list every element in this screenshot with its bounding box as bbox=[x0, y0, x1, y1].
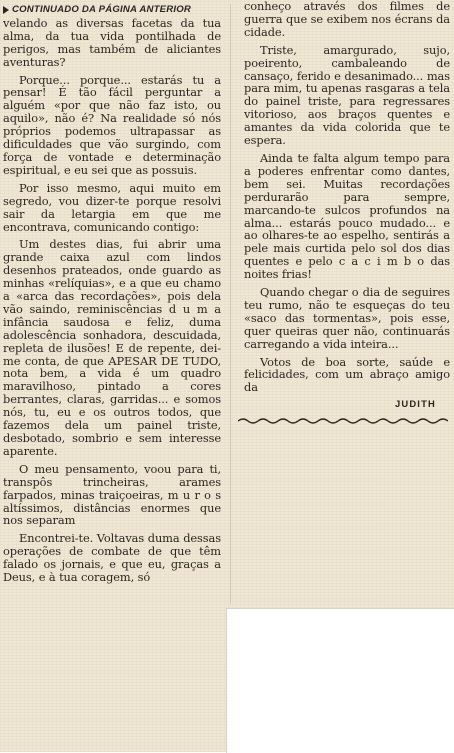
ornamental-rule bbox=[238, 417, 448, 425]
continuation-heading bbox=[3, 4, 221, 17]
paragraph: Triste, amargurado, sujo, poeirento, cambaleando de cansaço, ferido e desanimado... mas para mim, tu apenas rasgaras a tela do painel triste, para regressares vitorioso, aos braços quentes e amantes da vida colorida que te espera. bbox=[244, 42, 450, 148]
paragraph: Encontrei-te. Voltavas duma dessas operações de combate de que têm falado os jornais, e que eu, graças a Deus, e à tua coragem, só bbox=[3, 531, 221, 585]
paragraph: Um destes dias, fui abrir uma grande caixa azul com lindos desenhos prateados, onde guardo as minhas «relíquias», e a que eu chamo a «arca das recordações», pois dela vão saindo, reminiscências d u m a infância saudosa e feliz, duma adolescência sonhadora, descuidada, repleta de ilusões! E de repente, dei-me conta, de que APESAR DE TUDO, nota bem, a vida é um quadro maravilhoso, pintado a cores berrantes, claras, garridas... e somos nós, tu, eu e os outros todos, que fazemos dela um painel triste, desbotado, sombrio e sem interesse aparente. bbox=[3, 237, 221, 458]
triangle-icon bbox=[3, 6, 9, 14]
paragraph: velando as diversas facetas da tua alma, da tua vida pontilhada de perigos, mas também de aliciantes aventuras? bbox=[3, 15, 221, 69]
column-divider bbox=[230, 4, 231, 604]
blank-corner bbox=[226, 608, 454, 753]
paragraph: Quando chegar o dia de seguires teu rumo, não te esqueças do teu «saco das tormentas», pois esse, quer queiras quer não, continuarás carregando a vida inteira... bbox=[244, 285, 450, 351]
left-column bbox=[3, 4, 221, 584]
paragraph: Por isso mesmo, aqui muito em segredo, vou dizer-te porque resolvi sair da letargia em que me encontrava, comunicando contigo: bbox=[3, 180, 221, 234]
paragraph: O meu pensamento, voou para ti, transpôs trincheiras, arames farpados, minas traiçoeiras, m u r o s altíssimos, distâncias enormes que nos separam bbox=[3, 461, 221, 528]
paragraph: Ainda te falta algum tempo para a poderes enfrentar como dantes, bem sei. Muitas recordações perdurarão para sempre, marcando-te sulcos profundos na alma... estarás pouco mudado... e ao olhares-te ao espelho, sentirás a pele mais curtida pelo sol dos dias quentes e pelo c a c i m b o das noites frias! bbox=[244, 150, 450, 282]
paragraph: Votos de boa sorte, saúde e felicidades, com um abraço amigo da bbox=[244, 354, 450, 395]
signature: JUDITH bbox=[394, 398, 436, 410]
continuation-heading-text: CONTINUADO DA PÁGINA ANTERIOR bbox=[12, 4, 192, 15]
paragraph: Porque... porque... estarás tu a pensar! É tão fácil perguntar a alguém «por que não faz isto, ou aquilo», não é? Na realidade só nós próprios podemos ultrapassar as dificuldades que vão surgindo, com força de vontade e determinação espiritual, e eu sei que as possuis. bbox=[3, 72, 221, 177]
right-column bbox=[244, 0, 450, 425]
paragraph: conheço através dos filmes de guerra que se exibem nos écrans da cidade. bbox=[244, 0, 450, 39]
